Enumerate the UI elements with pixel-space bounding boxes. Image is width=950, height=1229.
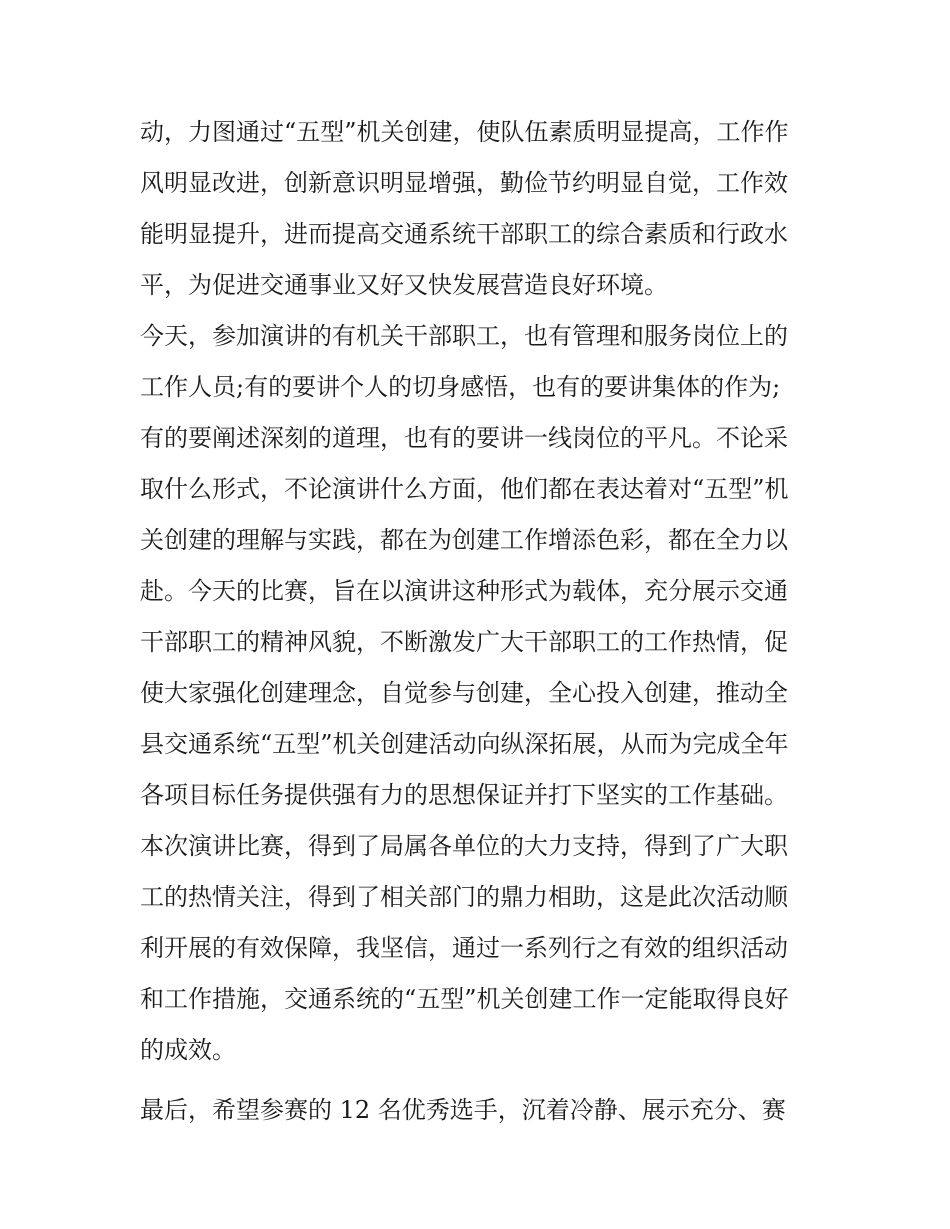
text-line: 平，为促进交通事业又好又快发展营造良好环境。: [140, 271, 668, 299]
body-text: [140, 107, 820, 1136]
paragraph-1: [140, 107, 820, 311]
text-line: 干部职工的精神风貌，不断激发广大干部职工的工作热情，促: [140, 628, 788, 656]
text-line: 的成效。: [140, 1036, 236, 1064]
paragraph-gap: [140, 1076, 820, 1085]
text-line: 能明显提升，进而提高交通系统干部职工的综合素质和行政水: [140, 220, 788, 248]
text-line: 关创建的理解与实践，都在为创建工作增添色彩，都在全力以: [140, 526, 788, 554]
text-line: 取什么形式，不论演讲什么方面，他们都在表达着对“五型”机: [140, 475, 789, 503]
text-line: 和工作措施，交通系统的“五型”机关创建工作一定能取得良好: [140, 985, 789, 1013]
text-line: 县交通系统“五型”机关创建活动向纵深拓展，从而为完成全年: [140, 730, 789, 758]
text-line: 本次演讲比赛，得到了局属各单位的大力支持，得到了广大职: [140, 832, 788, 860]
text-line: 赴。今天的比赛，旨在以演讲这种形式为载体，充分展示交通: [140, 577, 788, 605]
text-line: 使大家强化创建理念，自觉参与创建，全心投入创建，推动全: [140, 679, 788, 707]
text-line: 各项目标任务提供强有力的思想保证并打下坚实的工作基础。: [140, 781, 788, 809]
text-line: 最后，希望参赛的 12 名优秀选手，沉着冷静、展示充分、赛: [140, 1096, 786, 1124]
text-line: 工的热情关注，得到了相关部门的鼎力相助，这是此次活动顺: [140, 883, 788, 911]
paragraph-3: [140, 821, 820, 1076]
paragraph-2: [140, 311, 820, 821]
text-line: 今天，参加演讲的有机关干部职工，也有管理和服务岗位上的: [140, 322, 788, 350]
text-line: 有的要阐述深刻的道理，也有的要讲一线岗位的平凡。不论采: [140, 424, 788, 452]
text-line: 利开展的有效保障，我坚信，通过一系列行之有效的组织活动: [140, 934, 788, 962]
text-line: 风明显改进，创新意识明显增强，勤俭节约明显自觉，工作效: [140, 169, 788, 197]
paragraph-4: [140, 1085, 820, 1136]
text-line: 动，力图通过“五型”机关创建，使队伍素质明显提高，工作作: [140, 118, 789, 146]
text-line: 工作人员;有的要讲个人的切身感悟，也有的要讲集体的作为;: [140, 373, 781, 401]
